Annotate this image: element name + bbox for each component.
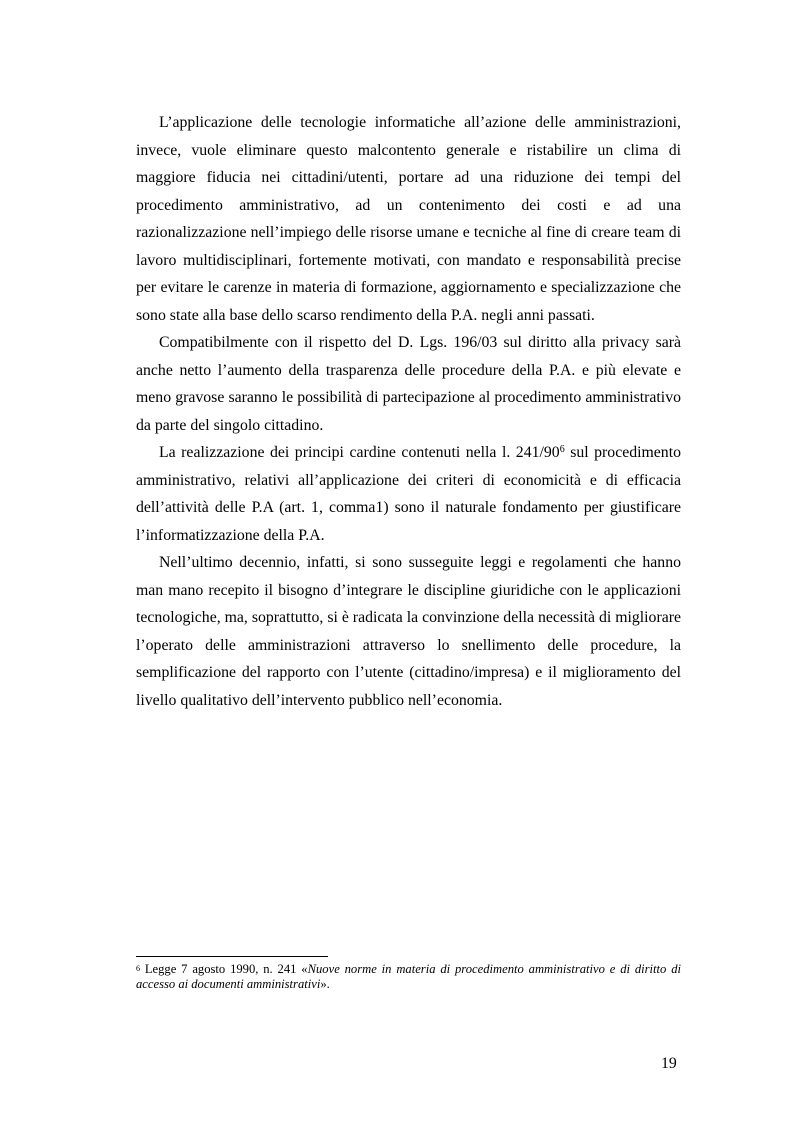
paragraph-1: L’applicazione delle tecnologie informatiche all’azione delle amministrazioni, invece, vuole eliminare questo malcontento generale e ristabilire un clima di maggiore fiducia nei cittadini/utenti, portare ad una riduzione dei tempi del procedimento amministrativo, ad un contenimento dei costi e ad una razionalizzazione nell’impiego delle risorse umane e tecniche al fine di creare team di lavoro multidisciplinari, fortemente motivati, con mandato e responsabilità precise per evitare le carenze in materia di formazione, aggiornamento e specializzazione che sono state alla base dello scarso rendimento della P.A. negli anni passati. xyxy=(136,114,681,324)
footnote-number: 6 xyxy=(136,964,140,973)
page-number: 19 xyxy=(661,1055,677,1072)
footnote xyxy=(136,962,681,992)
footnote-separator xyxy=(136,956,328,957)
body-text xyxy=(136,109,681,714)
paragraph-3-text-before: La realizzazione dei principi cardine contenuti nella l. 241/90 xyxy=(159,444,560,461)
paragraph-4: Nell’ultimo decennio, infatti, si sono susseguite leggi e regolamenti che hanno man mano recepito il bisogno d’integrare le discipline giuridiche con le applicazioni tecnologiche, ma, soprattutto, si è radicata la convinzione della necessità di migliorare l’operato delle amministrazioni attraverso lo snellimento delle procedure, la semplificazione del rapporto con l’utente (cittadino/impresa) e il miglioramento del livello qualitativo dell’intervento pubblico nell’economia. xyxy=(136,554,681,709)
paragraph-3-text-after: sul procedimento amministrativo, relativi all’applicazione dei criteri di economicità e di efficacia dell’attività delle P.A (art. 1, comma1) sono il naturale fondamento per giustificare l’informatizzazione della P.A. xyxy=(136,444,681,544)
footnote-tail: ». xyxy=(320,977,330,991)
footnote-reference: 6 xyxy=(559,444,565,455)
footnote-lead: Legge 7 agosto 1990, n. 241 « xyxy=(140,962,308,976)
paragraph-3 xyxy=(136,439,681,549)
footnote-title: Nuove norme in materia di procedimento amministrativo e di diritto di accesso ai documenti amministrativi xyxy=(136,962,681,991)
paragraph-2: Compatibilmente con il rispetto del D. Lgs. 196/03 sul diritto alla privacy sarà anche netto l’aumento della trasparenza delle procedure della P.A. e più elevate e meno gravose saranno le possibilità di partecipazione al procedimento amministrativo da parte del singolo cittadino. xyxy=(136,334,681,434)
